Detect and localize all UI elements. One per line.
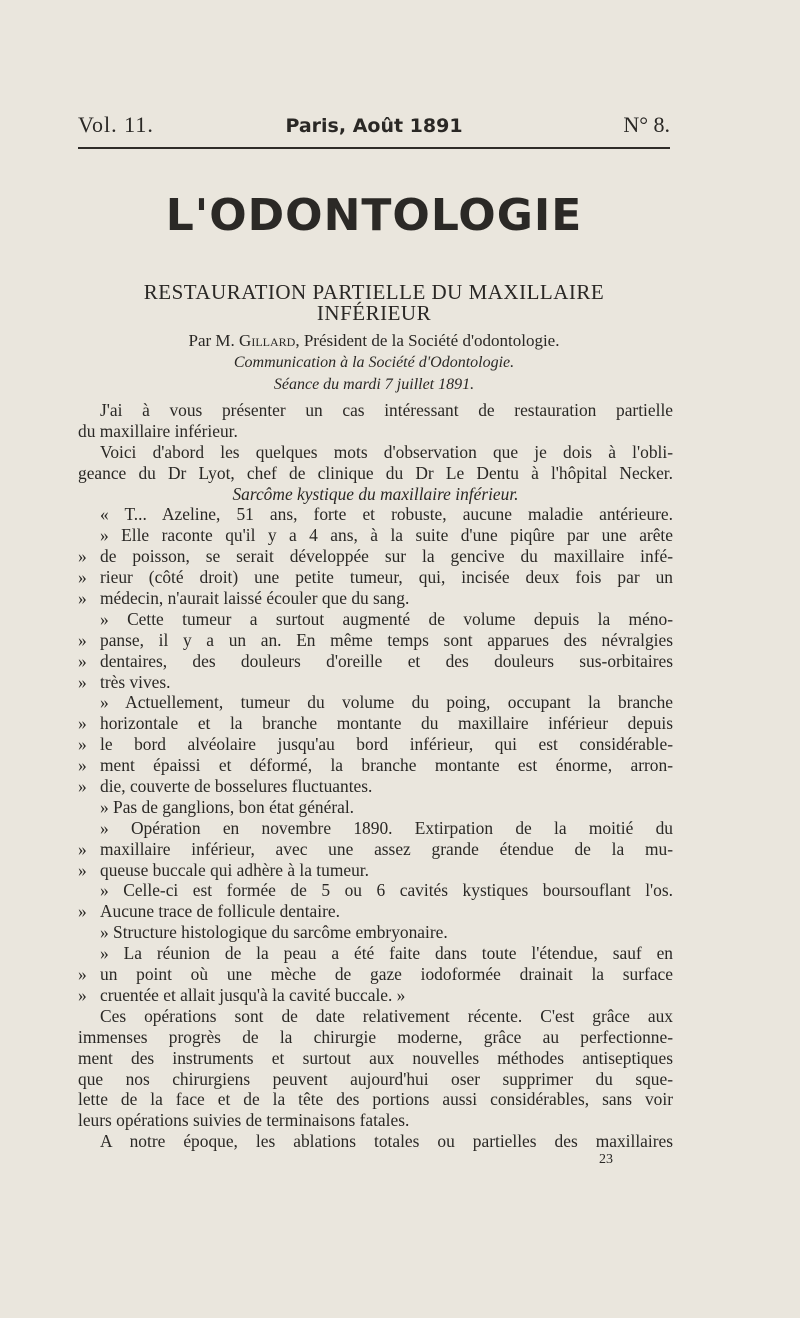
line-text: le bord alvéolaire jusqu'au bord inférieur, qui est considérable- [100, 734, 673, 755]
text-line [78, 1131, 673, 1152]
line-text: » Elle raconte qu'il y a 4 ans, à la suite d'une piqûre par une arête [100, 525, 673, 546]
line-text: » Actuellement, tumeur du volume du poing, occupant la branche [100, 692, 673, 713]
text-line [78, 985, 673, 1006]
text-line [78, 567, 673, 588]
text-line [78, 504, 673, 525]
line-text: geance du Dr Lyot, chef de clinique du Dr Le Dentu à l'hôpital Necker. [78, 462, 673, 483]
text-line [78, 1089, 673, 1110]
journal-title: L'ODONTOLOGIE [165, 190, 583, 241]
volume-label: Vol. 11. [78, 112, 154, 137]
article-title [78, 282, 670, 324]
line-text: médecin, n'aurait laissé écouler que du sang. [100, 588, 410, 609]
byline-suffix: , Président de la Société d'odontologie. [295, 331, 560, 350]
text-line [78, 525, 673, 546]
line-text: immenses progrès de la chirurgie moderne, grâce au perfectionne- [78, 1026, 673, 1047]
line-text: très vives. [100, 671, 171, 692]
line-text: » Celle-ci est formée de 5 ou 6 cavités kystiques boursouflant l'os. [100, 880, 673, 901]
quote-mark: » [78, 650, 87, 671]
text-line [78, 797, 673, 818]
text-line [78, 943, 673, 964]
quote-mark: » [78, 776, 87, 797]
text-line [78, 484, 673, 505]
text-line [78, 651, 673, 672]
quote-mark: » [78, 567, 87, 588]
quote-mark: » [78, 964, 87, 985]
line-text: dentaires, des douleurs d'oreille et des douleurs sus-orbitaires [100, 650, 673, 671]
text-line [78, 546, 673, 567]
line-text: que nos chirurgiens peuvent aujourd'hui oser supprimer du sque- [78, 1068, 673, 1089]
author-name: Gillard [239, 331, 296, 350]
line-text: Aucune trace de follicule dentaire. [100, 901, 340, 922]
text-line [78, 776, 673, 797]
line-text: queuse buccale qui adhère à la tumeur. [100, 859, 369, 880]
byline [78, 331, 670, 351]
line-text: Sarcôme kystique du maxillaire inférieur. [232, 483, 519, 504]
quote-mark: » [78, 629, 87, 650]
article-body [78, 400, 673, 1152]
line-text: » Pas de ganglions, bon état général. [100, 796, 355, 817]
line-text: » Cette tumeur a surtout augmenté de volume depuis la méno- [100, 608, 673, 629]
line-text: de poisson, se serait développée sur la gencive du maxillaire infé- [100, 546, 673, 567]
line-text: maxillaire inférieur, avec une assez grande étendue de la mu- [100, 838, 673, 859]
text-line [78, 463, 673, 484]
line-text: un point où une mèche de gaze iodoformée drainait la surface [100, 964, 673, 985]
text-line [78, 1048, 673, 1069]
text-line [78, 692, 673, 713]
text-line [78, 1006, 673, 1027]
line-text: » Opération en novembre 1890. Extirpation de la moitié du [100, 817, 673, 838]
line-text: du maxillaire inférieur. [78, 420, 238, 441]
quote-mark: » [78, 901, 87, 922]
line-text: rieur (côté droit) une petite tumeur, qui, incisée deux fois par un [100, 567, 673, 588]
article-title-line-2: INFÉRIEUR [316, 301, 432, 325]
text-line [78, 1069, 673, 1090]
byline-prefix: Par M. [188, 331, 235, 350]
text-line [78, 734, 673, 755]
line-text: J'ai à vous présenter un cas intéressant de restauration partielle [100, 400, 673, 420]
header-rule [78, 147, 670, 149]
text-line [78, 588, 673, 609]
text-line [78, 755, 673, 776]
text-line [78, 901, 673, 922]
text-line [78, 630, 673, 651]
line-text: cruentée et allait jusqu'à la cavité buccale. » [100, 984, 406, 1005]
place-date: Paris, Août 1891 [285, 115, 463, 137]
quote-mark: » [78, 734, 87, 755]
text-line [78, 672, 673, 693]
text-line [78, 818, 673, 839]
line-text: A notre époque, les ablations totales ou partielles des maxillaires [100, 1131, 673, 1152]
quote-mark: » [78, 859, 87, 880]
quote-mark: » [78, 546, 87, 567]
line-text: ment épaissi et déformé, la branche montante est énorme, arron- [100, 755, 673, 776]
line-text: horizontale et la branche montante du maxillaire inférieur depuis [100, 713, 673, 734]
issue-number: N° 8. [623, 112, 670, 137]
text-line [78, 1027, 673, 1048]
line-text: « T... Azeline, 51 ans, forte et robuste, aucune maladie antérieure. [100, 504, 673, 525]
text-line [78, 1110, 673, 1131]
quote-mark: » [78, 588, 87, 609]
line-text: ment des instruments et surtout aux nouvelles méthodes antiseptiques [78, 1047, 673, 1068]
line-text: » La réunion de la peau a été faite dans toute l'étendue, sauf en [100, 943, 673, 964]
running-header [78, 112, 670, 142]
quote-mark: » [78, 838, 87, 859]
line-text: leurs opérations suivies de terminaisons fatales. [78, 1110, 410, 1131]
article-title-line-1: RESTAURATION PARTIELLE DU MAXILLAIRE [143, 280, 605, 304]
page-number: 23 [599, 1152, 613, 1167]
line-text: Voici d'abord les quelques mots d'observation que je dois à l'obli- [100, 441, 673, 462]
line-text: panse, il y a un an. En même temps sont apparues des névralgies [100, 629, 673, 650]
line-text: Ces opérations sont de date relativement récente. C'est grâce aux [100, 1005, 673, 1026]
text-line [78, 922, 673, 943]
communication-note: Communication à la Société d'Odontologie. [233, 354, 515, 371]
quote-mark: » [78, 671, 87, 692]
text-line [78, 609, 673, 630]
line-text: lette de la face et de la tête des portions aussi considérables, sans voir [78, 1089, 673, 1110]
quote-mark: » [78, 755, 87, 776]
text-line [78, 400, 673, 421]
text-line [78, 421, 673, 442]
seance-date: Séance du mardi 7 juillet 1891. [273, 376, 475, 393]
quote-mark: » [78, 984, 87, 1005]
text-line [78, 839, 673, 860]
text-line [78, 964, 673, 985]
text-line [78, 860, 673, 881]
quote-mark: » [78, 713, 87, 734]
text-line [78, 442, 673, 463]
text-line [78, 880, 673, 901]
line-text: » Structure histologique du sarcôme embryonaire. [100, 922, 448, 943]
line-text: die, couverte de bosselures fluctuantes. [100, 776, 373, 797]
text-line [78, 713, 673, 734]
